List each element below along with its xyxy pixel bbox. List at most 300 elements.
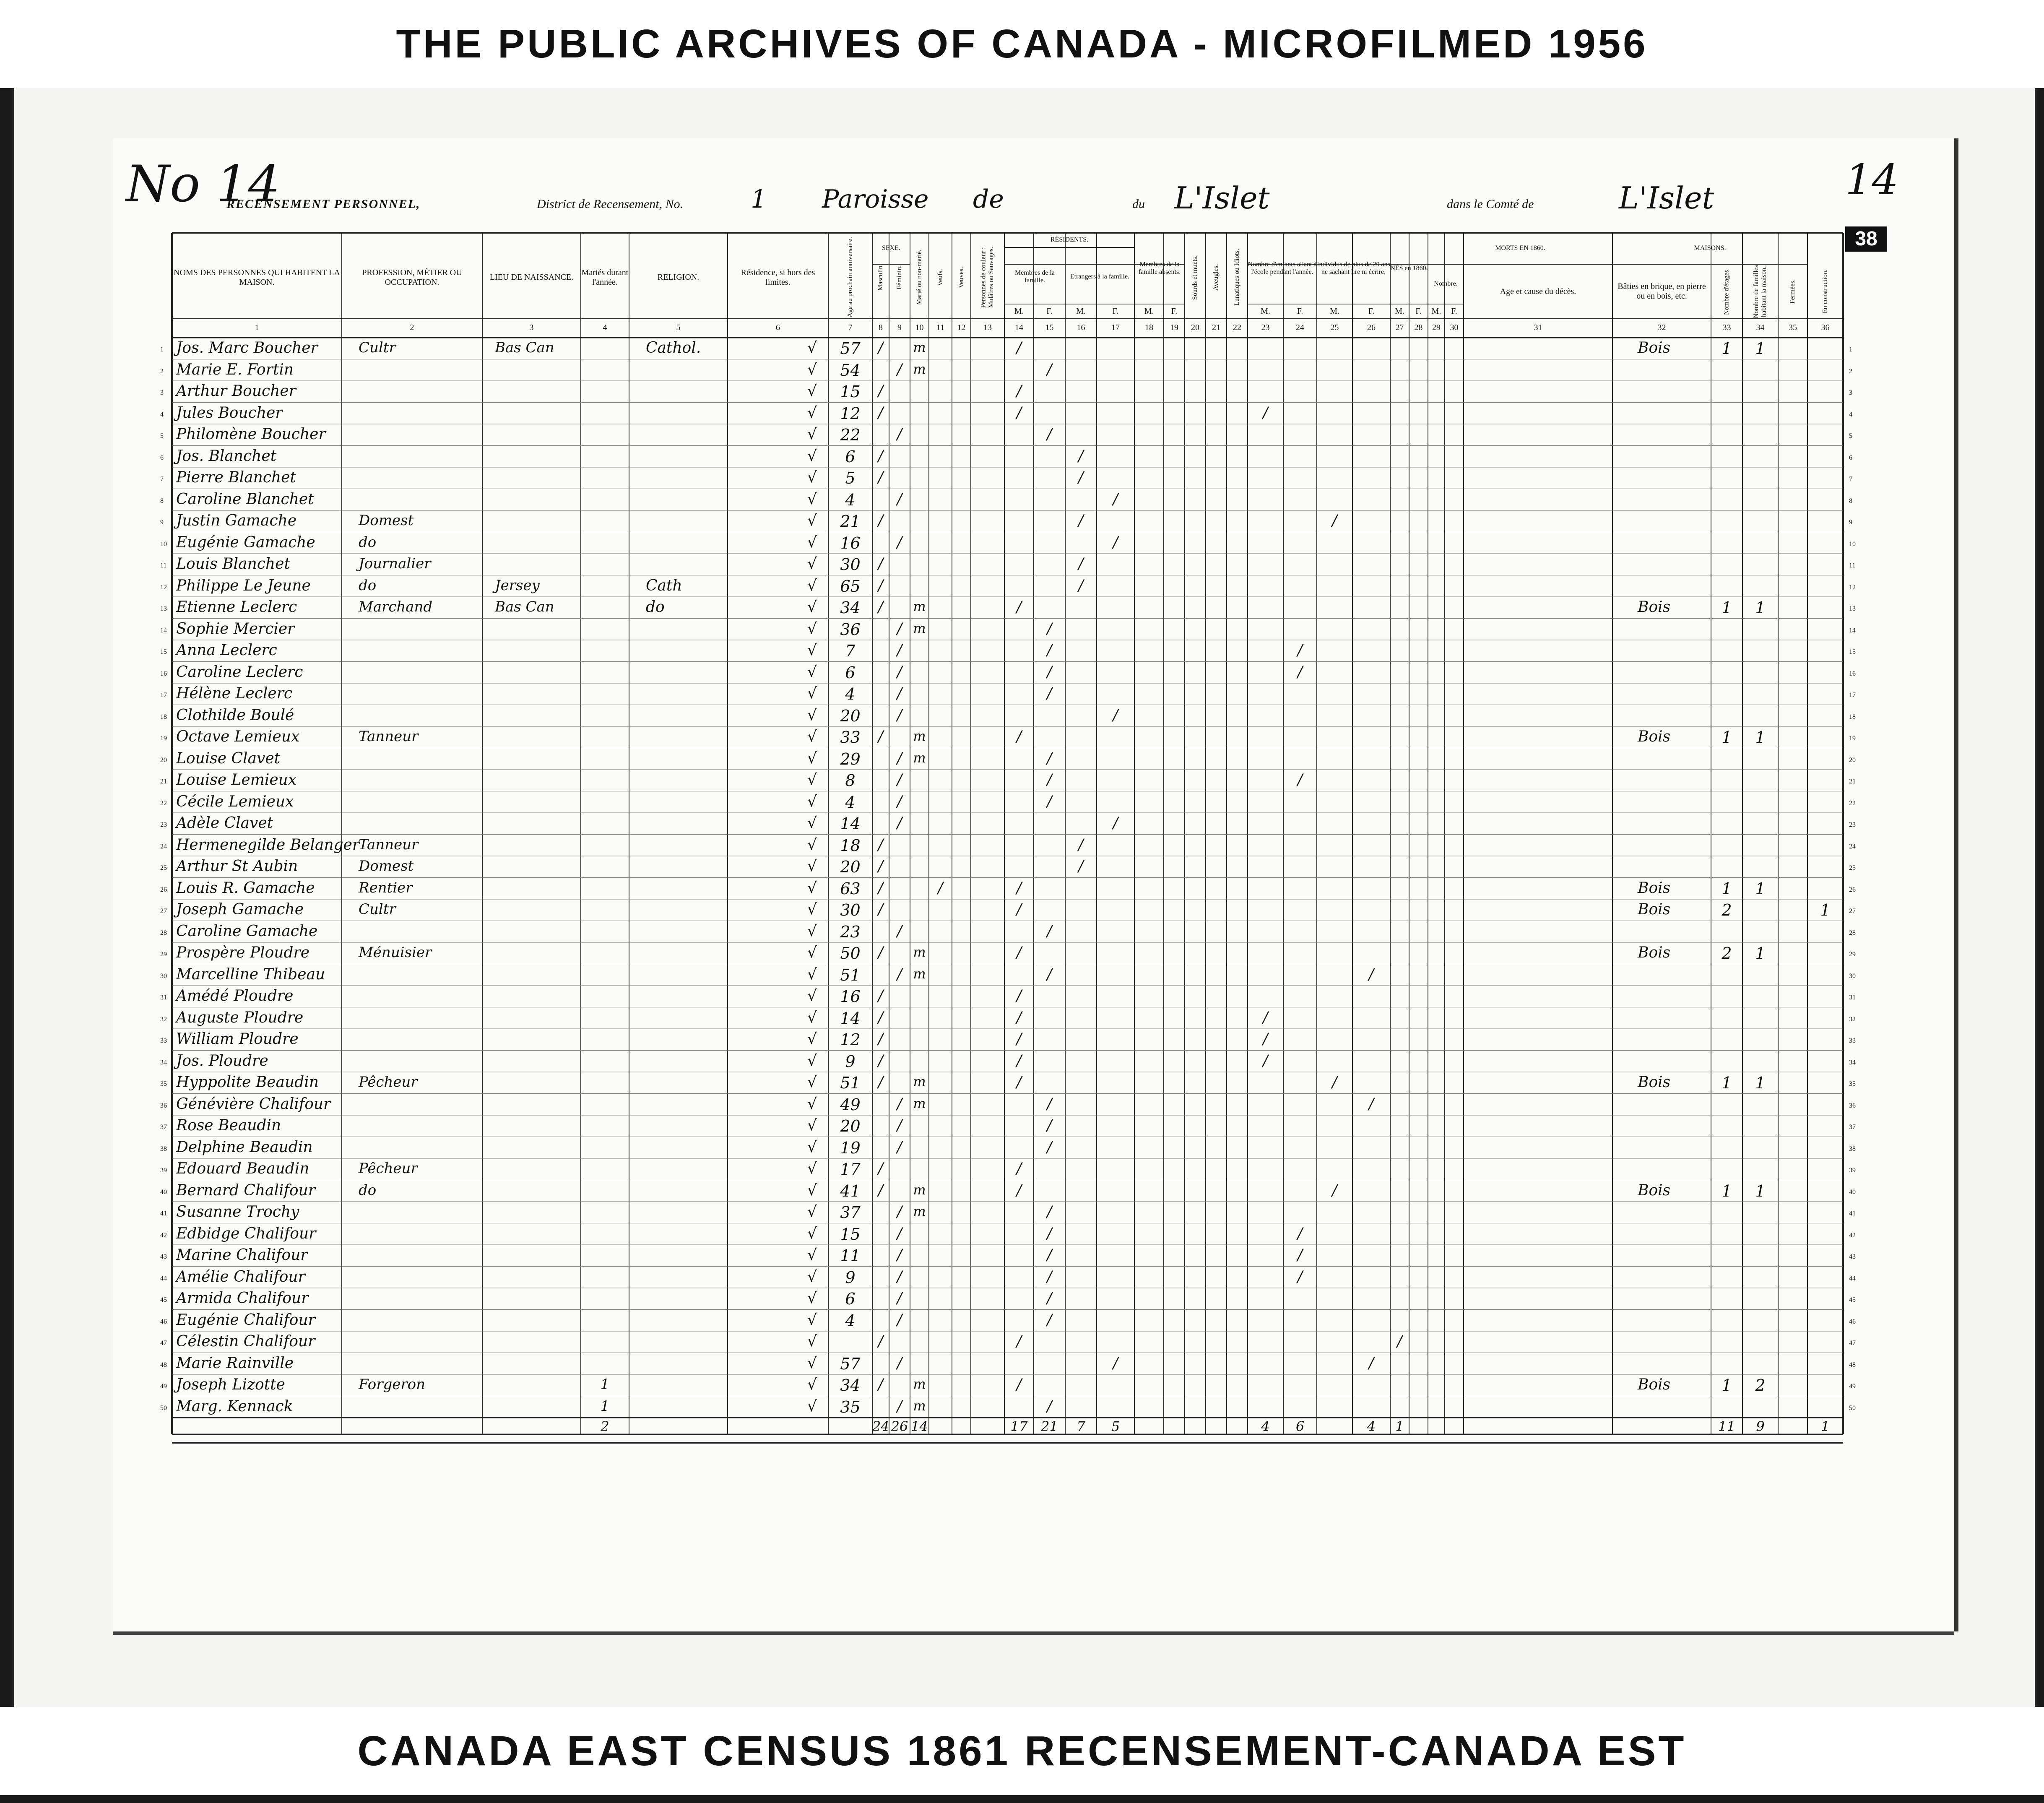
col-number-21: 21 [1212, 323, 1220, 332]
resident-mark: / [1078, 447, 1084, 465]
age: 16 [840, 987, 861, 1006]
male-mark: / [878, 447, 884, 465]
resident-mark: / [1047, 1203, 1052, 1220]
col-header-7: Age au prochain anniversaire. [846, 237, 854, 318]
district-number: 1 [751, 185, 767, 214]
residence-check: √ [807, 490, 817, 508]
residence-check: √ [807, 728, 817, 745]
col-number-25: 25 [1330, 323, 1339, 332]
row-number: 15 [1849, 648, 1856, 656]
row-number: 37 [160, 1124, 167, 1131]
row-number: 10 [1849, 540, 1856, 548]
col-header-27: M. [1395, 307, 1404, 316]
married-mark: m [913, 598, 926, 614]
row-number: 46 [1849, 1318, 1856, 1325]
person-name: Philippe Le Jeune [176, 577, 311, 594]
residence-check: √ [807, 555, 817, 572]
sheet-stamp: 38 [1845, 226, 1887, 252]
male-mark: / [878, 1030, 884, 1048]
male-mark: / [878, 1181, 884, 1199]
total-membres-m: 17 [1010, 1418, 1028, 1434]
row-number: 8 [160, 497, 164, 505]
age: 7 [845, 642, 856, 660]
female-mark: / [897, 1246, 902, 1264]
person-name: Louise Lemieux [176, 771, 297, 788]
age: 23 [840, 922, 861, 941]
person-name: Caroline Blanchet [176, 490, 314, 508]
born-1860-mark: / [1397, 1333, 1402, 1350]
married-mark: m [913, 728, 926, 744]
row-number: 42 [160, 1231, 167, 1239]
storeys: 1 [1722, 1074, 1732, 1092]
resident-mark: / [1016, 1030, 1022, 1048]
male-mark: / [878, 1009, 884, 1026]
age: 41 [840, 1181, 861, 1200]
du-label: du [1132, 197, 1145, 211]
col-header-34: Nombre de familles habitant la maison. [1753, 265, 1768, 318]
row-number: 47 [1849, 1340, 1856, 1347]
person-name: Pierre Blanchet [176, 469, 296, 486]
total-construction: 1 [1821, 1418, 1830, 1434]
profession: Marchand [359, 598, 433, 615]
person-name: Sophie Mercier [176, 620, 295, 637]
resident-mark: / [1047, 1138, 1052, 1156]
female-mark: / [897, 533, 902, 551]
person-name: Amélie Chalifour [176, 1268, 305, 1285]
comte-value: L'Islet [1619, 180, 1714, 216]
row-number: 20 [1849, 756, 1856, 764]
female-mark: / [897, 685, 902, 702]
families: 1 [1755, 1181, 1766, 1200]
person-name: Louis Blanchet [176, 555, 290, 572]
total-ecole-m: 4 [1261, 1418, 1270, 1434]
resident-mark: / [1016, 901, 1022, 918]
total-masculin: 24 [872, 1418, 889, 1434]
age: 30 [840, 901, 861, 919]
resident-mark: / [1016, 987, 1022, 1004]
person-name: Louise Clavet [176, 749, 281, 767]
row-number: 11 [160, 562, 167, 569]
row-number: 45 [1849, 1296, 1856, 1303]
storeys: 1 [1722, 339, 1732, 358]
group-sexe: SEXE. [882, 245, 900, 252]
person-name: Justin Gamache [176, 512, 297, 529]
female-mark: / [897, 490, 902, 508]
school-mark: / [1263, 404, 1268, 421]
col-number-17: 17 [1111, 323, 1120, 332]
row-number: 30 [1849, 972, 1856, 980]
person-name: Etienne Leclerc [176, 598, 297, 616]
row-number: 49 [1849, 1383, 1856, 1390]
col-header-19: F. [1171, 307, 1178, 316]
person-name: Armida Chalifour [176, 1290, 309, 1307]
age: 14 [840, 814, 861, 833]
person-name: Jules Boucher [176, 404, 283, 421]
col-number-20: 20 [1191, 323, 1199, 332]
female-mark: / [897, 1138, 902, 1156]
resident-mark: / [1047, 642, 1052, 659]
row-number: 6 [160, 454, 164, 461]
col-number-9: 9 [897, 323, 902, 332]
resident-mark: / [1078, 577, 1084, 594]
residence-check: √ [807, 426, 817, 443]
row-number: 11 [1849, 562, 1856, 569]
profession: Forgeron [359, 1376, 425, 1393]
row-number: 42 [1849, 1231, 1856, 1239]
row-number: 20 [160, 756, 167, 764]
residence-check: √ [807, 382, 817, 400]
row-number: 37 [1849, 1124, 1856, 1131]
row-number: 44 [160, 1275, 167, 1282]
age: 63 [840, 879, 861, 898]
school-mark: / [1297, 1246, 1303, 1264]
du-value: L'Islet [1174, 180, 1270, 216]
male-mark: / [878, 987, 884, 1004]
col-header-30: F. [1451, 307, 1457, 316]
age: 4 [845, 1311, 856, 1330]
residence-check: √ [807, 620, 817, 637]
row-number: 27 [160, 908, 167, 915]
person-name: Jos. Ploudre [176, 1052, 268, 1069]
female-mark: / [897, 426, 902, 443]
row-number: 48 [1849, 1361, 1856, 1369]
residence-check: √ [807, 1397, 817, 1415]
married-mark: m [913, 965, 926, 982]
married-mark: m [913, 339, 926, 355]
profession: Pêcheur [359, 1074, 418, 1090]
female-mark: / [897, 706, 902, 724]
residence-check: √ [807, 1203, 817, 1220]
resident-mark: / [1016, 1181, 1022, 1199]
profession: Pêcheur [359, 1160, 418, 1177]
row-number: 6 [1849, 454, 1852, 461]
row-number: 13 [1849, 605, 1856, 612]
age: 33 [840, 728, 861, 747]
row-number: 41 [160, 1210, 167, 1217]
age: 16 [840, 533, 861, 552]
residence-check: √ [807, 533, 817, 551]
group-membres: Membres de la famille. [1014, 269, 1055, 284]
row-number: 7 [160, 476, 164, 483]
female-mark: / [897, 814, 902, 832]
col-number-13: 13 [983, 323, 992, 332]
row-number: 40 [1849, 1188, 1856, 1196]
col-header-21: Aveugles. [1212, 264, 1220, 291]
resident-mark: / [1047, 965, 1052, 983]
row-number: 14 [1849, 627, 1856, 634]
col-number-33: 33 [1722, 323, 1731, 332]
families: 1 [1755, 339, 1766, 358]
under-construction: 1 [1820, 901, 1831, 919]
birthplace: Jersey [495, 577, 540, 594]
male-mark: / [878, 858, 884, 875]
page-number: 14 [1845, 155, 1899, 204]
storeys: 2 [1722, 901, 1732, 919]
col-header-31: Age et cause du décès. [1500, 286, 1576, 296]
house-material: Bois [1638, 901, 1671, 918]
age: 50 [840, 944, 861, 963]
male-mark: / [878, 598, 884, 616]
col-header-14: M. [1014, 307, 1024, 316]
age: 20 [840, 706, 861, 725]
row-number: 22 [1849, 799, 1856, 807]
female-mark: / [897, 965, 902, 983]
handwritten-page-label: No 14 [126, 155, 281, 213]
residence-check: √ [807, 771, 817, 788]
row-number: 7 [1849, 476, 1852, 483]
person-name: Louis R. Gamache [176, 879, 315, 897]
residence-check: √ [807, 1354, 817, 1372]
row-number: 29 [1849, 951, 1856, 958]
residence-check: √ [807, 1268, 817, 1285]
resident-mark: / [1016, 339, 1022, 356]
religion: Cath [646, 577, 682, 594]
row-number: 18 [160, 713, 167, 721]
married-this-year: 1 [600, 1376, 610, 1393]
row-number: 47 [160, 1340, 167, 1347]
residence-check: √ [807, 1052, 817, 1069]
female-mark: / [897, 793, 902, 810]
col-number-31: 31 [1534, 323, 1542, 332]
age: 19 [840, 1138, 861, 1157]
female-mark: / [897, 1354, 902, 1372]
col-header-36: En construction. [1821, 269, 1829, 314]
married-mark: m [913, 749, 926, 766]
row-number: 39 [1849, 1167, 1856, 1174]
row-number: 24 [160, 843, 167, 850]
col-number-7: 7 [848, 323, 853, 332]
male-mark: / [878, 1376, 884, 1393]
residence-check: √ [807, 1160, 817, 1177]
person-name: Edouard Beaudin [176, 1160, 309, 1177]
residence-check: √ [807, 1290, 817, 1307]
col-header-4: Mariés durant l'année. [581, 268, 629, 287]
religion: do [646, 598, 665, 616]
row-number: 25 [160, 864, 167, 872]
person-name: Arthur St Aubin [176, 858, 298, 875]
col-header-28: F. [1415, 307, 1422, 316]
resident-mark: / [1047, 1095, 1052, 1113]
residence-check: √ [807, 1376, 817, 1393]
person-name: Hélène Leclerc [176, 685, 293, 702]
person-name: Clothilde Boulé [176, 706, 294, 724]
resident-mark: / [1047, 771, 1052, 788]
col-header-35: Fermées. [1789, 279, 1796, 304]
male-mark: / [878, 944, 884, 961]
age: 4 [845, 793, 856, 812]
group-residents: RÉSIDENTS. [1050, 236, 1089, 244]
age: 35 [840, 1397, 861, 1416]
married-mark: m [913, 944, 926, 960]
families: 1 [1755, 598, 1766, 617]
married-mark: m [913, 1397, 926, 1414]
col-number-14: 14 [1015, 323, 1023, 332]
residence-check: √ [807, 1095, 817, 1113]
married-mark: m [913, 620, 926, 636]
row-number: 16 [1849, 670, 1856, 677]
col-number-18: 18 [1145, 323, 1153, 332]
comte-label: dans le Comté de [1447, 197, 1534, 211]
col-number-29: 29 [1432, 323, 1441, 332]
person-name: Marie E. Fortin [176, 361, 294, 378]
male-mark: / [878, 404, 884, 421]
male-mark: / [878, 469, 884, 486]
age: 18 [840, 836, 861, 855]
age: 5 [845, 469, 856, 487]
total-etrangers-f: 5 [1111, 1418, 1120, 1434]
row-number: 3 [1849, 389, 1852, 396]
col-number-2: 2 [410, 323, 414, 332]
row-number: 13 [160, 605, 167, 612]
col-header-16: M. [1076, 307, 1086, 316]
residence-check: √ [807, 685, 817, 702]
row-number: 31 [160, 994, 167, 1001]
resident-mark: / [1113, 814, 1118, 832]
row-number: 27 [1849, 908, 1856, 915]
group-morts: MORTS EN 1860. [1495, 245, 1545, 252]
resident-mark: / [1016, 944, 1022, 961]
residence-check: √ [807, 577, 817, 594]
col-header-6: Résidence, si hors des limites. [741, 268, 815, 287]
male-mark: / [878, 382, 884, 400]
age: 15 [840, 382, 861, 401]
female-mark: / [897, 1311, 902, 1329]
residence-check: √ [807, 1117, 817, 1134]
total-maries-col10: 14 [911, 1418, 928, 1434]
col-header-17: F. [1112, 307, 1119, 316]
female-mark: / [897, 1095, 902, 1113]
resident-mark: / [1016, 382, 1022, 400]
row-number: 36 [160, 1102, 167, 1109]
col-header-13: Personnes de couleur : Mulâtres ou Sauvages. [980, 247, 995, 308]
row-number: 4 [1849, 411, 1852, 418]
col-header-2: PROFESSION, MÉTIER OU OCCUPATION. [362, 268, 462, 287]
row-number: 18 [1849, 713, 1856, 721]
residence-check: √ [807, 836, 817, 853]
residence-check: √ [807, 512, 817, 529]
row-number: 25 [1849, 864, 1856, 872]
families: 1 [1755, 728, 1766, 747]
col-number-16: 16 [1077, 323, 1085, 332]
families: 1 [1755, 1074, 1766, 1092]
resident-mark: / [1047, 426, 1052, 443]
age: 36 [840, 620, 861, 639]
row-number: 4 [160, 411, 164, 418]
col-number-34: 34 [1756, 323, 1765, 332]
age: 9 [845, 1052, 856, 1071]
col-header-25: M. [1330, 307, 1339, 316]
female-mark: / [897, 663, 902, 681]
age: 30 [840, 555, 861, 574]
age: 12 [840, 404, 861, 423]
school-mark: / [1263, 1030, 1268, 1048]
row-number: 17 [1849, 692, 1856, 699]
age: 22 [840, 426, 861, 444]
row-number: 32 [160, 1015, 167, 1023]
resident-mark: / [1047, 922, 1052, 940]
residence-check: √ [807, 965, 817, 983]
age: 6 [845, 663, 856, 682]
total-familles: 9 [1756, 1418, 1765, 1434]
residence-check: √ [807, 944, 817, 961]
row-number: 30 [160, 972, 167, 980]
person-name: Jos. Blanchet [176, 447, 277, 465]
residence-check: √ [807, 749, 817, 767]
residence-check: √ [807, 663, 817, 681]
col-header-24: F. [1297, 307, 1303, 316]
person-name: Adèle Clavet [176, 814, 273, 832]
residence-check: √ [807, 793, 817, 810]
col-header-11: Veufs. [936, 269, 944, 286]
row-number: 16 [160, 670, 167, 677]
residence-check: √ [807, 339, 817, 356]
col-number-8: 8 [879, 323, 883, 332]
age: 57 [840, 339, 861, 358]
col-number-26: 26 [1367, 323, 1376, 332]
row-number: 35 [1849, 1080, 1856, 1088]
col-header-5: RELIGION. [657, 273, 700, 282]
resident-mark: / [1047, 1246, 1052, 1264]
row-number: 38 [160, 1145, 167, 1153]
row-number: 15 [160, 648, 167, 656]
residence-check: √ [807, 1311, 817, 1329]
col-header-20: Sourds et muets. [1191, 255, 1199, 300]
col-header-18: M. [1144, 307, 1154, 316]
residence-check: √ [807, 987, 817, 1004]
row-number: 34 [160, 1059, 167, 1066]
de-hand: de [973, 185, 1004, 214]
female-mark: / [897, 922, 902, 940]
row-number: 9 [1849, 519, 1852, 526]
resident-mark: / [1047, 663, 1052, 681]
profession: Rentier [359, 879, 413, 896]
row-number: 19 [160, 735, 167, 742]
school-mark: / [1297, 663, 1303, 681]
female-mark: / [897, 1203, 902, 1220]
male-mark: / [878, 728, 884, 745]
resident-mark: / [1016, 598, 1022, 616]
row-number: 2 [160, 367, 164, 375]
col-number-10: 10 [915, 323, 924, 332]
row-number: 48 [160, 1361, 167, 1369]
residence-check: √ [807, 447, 817, 465]
col-number-4: 4 [603, 323, 607, 332]
resident-mark: / [1078, 836, 1084, 853]
paroisse-hand: Paroisse [822, 185, 929, 214]
resident-mark: / [1047, 1225, 1052, 1242]
col-number-24: 24 [1296, 323, 1304, 332]
storeys: 1 [1722, 1376, 1732, 1395]
person-name: Delphine Beaudin [176, 1138, 313, 1156]
residence-check: √ [807, 404, 817, 421]
person-name: Célestin Chalifour [176, 1333, 315, 1350]
col-header-12: Veuves. [957, 267, 965, 288]
person-name: Amédé Ploudre [176, 987, 294, 1004]
col-number-28: 28 [1414, 323, 1423, 332]
storeys: 1 [1722, 879, 1732, 898]
resident-mark: / [1113, 706, 1118, 724]
person-name: Caroline Leclerc [176, 663, 303, 681]
age: 4 [845, 490, 856, 509]
male-mark: / [878, 879, 884, 897]
male-mark: / [878, 1333, 884, 1350]
resident-mark: / [1047, 749, 1052, 767]
illiterate-mark: / [1368, 1354, 1374, 1372]
col-header-29: M. [1431, 307, 1441, 316]
resident-mark: / [1047, 361, 1052, 378]
person-name: William Ploudre [176, 1030, 299, 1048]
row-number: 29 [160, 951, 167, 958]
